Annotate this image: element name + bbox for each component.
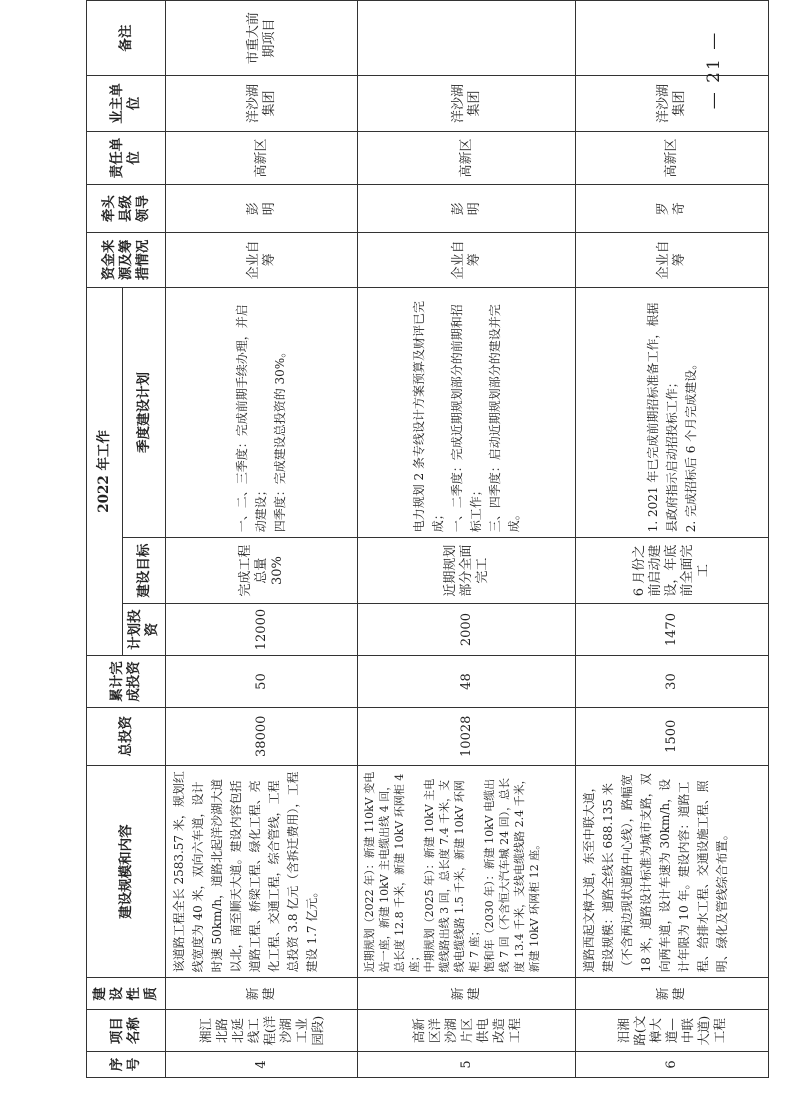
row-name: 高新区洋沙湖片区供电改造工程 xyxy=(358,1010,576,1052)
row-nature: 新建 xyxy=(576,978,769,1010)
row-funding: 企业自筹 xyxy=(358,233,576,288)
row-resp: 高新区 xyxy=(166,131,358,185)
row-scope: 近期规划（2022 年）：新建 110kV 变电站一座，新建 10kV 主电缆出线 4 回，总长度 12.8 千米，新建 10kV 环网柜 4 座； 中期规划（2025 年）：新建 10kV 主电缆线路出线 3 回，总长度 7.4 千米，支线电缆线路 1.5 千米，新建 10kV 环网柜 7 座； 饱和年（2030 年）：新建 10kV 电缆出线 7 回（不含恒大汽车城 24 回），总长度 13.4 千米，支线电缆线路 2.4 千米，新建 10kV 环网柜 12 座。 xyxy=(358,765,576,978)
row-plan-invest: 12000 xyxy=(166,603,358,655)
header-target: 建设目标 xyxy=(123,538,166,604)
header-leader: 牵头县级领导 xyxy=(87,185,166,233)
header-total: 总投资 xyxy=(87,707,166,765)
row-nature: 新建 xyxy=(166,978,358,1010)
header-plan-invest: 计划投资 xyxy=(123,603,166,655)
table-row xyxy=(166,1,358,1078)
table-row xyxy=(576,1,769,1078)
page-number: — 21 — xyxy=(704,30,724,110)
row-seq: 5 xyxy=(358,1052,576,1078)
row-owner: 洋沙湖集团 xyxy=(358,76,576,131)
row-plan-invest: 1470 xyxy=(576,603,769,655)
row-quarter-plan: 一、二、三季度：完成前期手续办理，并启动建设； 四季度：完成建设总投资的 30%。 xyxy=(166,287,358,538)
row-nature: 新建 xyxy=(358,978,576,1010)
header-funding: 资金来源及筹措情况 xyxy=(87,233,166,288)
row-remark xyxy=(576,1,769,76)
header-owner: 业主单位 xyxy=(87,76,166,131)
row-cumulative: 50 xyxy=(166,656,358,708)
row-total: 1500 xyxy=(576,707,769,765)
row-seq: 4 xyxy=(166,1052,358,1078)
project-table xyxy=(86,0,769,1078)
header-nature: 建设性质 xyxy=(87,978,166,1010)
row-remark: 市重大前期项目 xyxy=(166,1,358,76)
row-total: 38000 xyxy=(166,707,358,765)
row-cumulative: 48 xyxy=(358,656,576,708)
row-remark xyxy=(358,1,576,76)
row-owner: 洋沙湖集团 xyxy=(576,76,769,131)
row-resp: 高新区 xyxy=(358,131,576,185)
header-seq: 序号 xyxy=(87,1052,166,1078)
row-scope: 该道路工程全长 2583.57 米，规划红线宽度为 40 米，双向六车道，设计时速 50km/h，道路北起洋沙湖大道以北，南至顺天大道。建设内容包括道路工程、桥梁工程、绿化工程、亮化工程、交通工程，综合管线，工程总投资 3.8 亿元（含拆迁费用），工程建设 1.7 亿元。 xyxy=(166,765,358,978)
row-owner: 洋沙湖集团 xyxy=(166,76,358,131)
table-row xyxy=(358,1,576,1078)
row-leader: 罗 奇 xyxy=(576,185,769,233)
header-work2022: 2022 年工作 xyxy=(87,287,123,656)
header-quarter-plan: 季度建设计划 xyxy=(123,287,166,538)
row-seq: 6 xyxy=(576,1052,769,1078)
header-name: 项目名称 xyxy=(87,1010,166,1052)
row-resp: 高新区 xyxy=(576,131,769,185)
row-name: 汨湘路(文樟大道—中联大道)工程 xyxy=(576,1010,769,1052)
row-total: 10028 xyxy=(358,707,576,765)
row-quarter-plan: 电力规划 2 条专线设计方案预算及财评已完成； 一、二季度：完成近期规划部分的前期和招标工作； 三、四季度：启动近期规划部分的建设并完成。 xyxy=(358,287,576,538)
header-cumulative: 累计完成投资 xyxy=(87,656,166,708)
header-scope: 建设规模和内容 xyxy=(87,765,166,978)
header-resp: 责任单位 xyxy=(87,131,166,185)
header-remark: 备注 xyxy=(87,1,166,76)
row-leader: 彭 明 xyxy=(358,185,576,233)
row-funding: 企业自筹 xyxy=(166,233,358,288)
row-cumulative: 30 xyxy=(576,656,769,708)
row-funding: 企业自筹 xyxy=(576,233,769,288)
row-plan-invest: 2000 xyxy=(358,603,576,655)
row-leader: 彭 明 xyxy=(166,185,358,233)
row-name: 湘江北路北延线工程(洋沙湖工业园段) xyxy=(166,1010,358,1052)
row-target: 近期规划部分全面完工 xyxy=(358,538,576,604)
row-target: 完成工程总量 30% xyxy=(166,538,358,604)
row-quarter-plan: 1. 2021 年已完成前期招标准备工作，根据县政府指示启动招投标工作； 2. 完成招标后 6 个月完成建设。 xyxy=(576,287,769,538)
row-target: 6 月份之前启动建设，年底前全面完工 xyxy=(576,538,769,604)
row-scope: 道路西起文樟大道，东至中联大道，建设规模：道路全线长 688.135 米（不含两边现状道路中心线），路幅宽 18 米，道路设计标准为城市支路，双向两车道，设计车速为 30km/h，设计年限为 10 年。建设内容：道路工程、给排水工程、交通设施工程、照明、绿化及管线综合布置。 xyxy=(576,765,769,978)
